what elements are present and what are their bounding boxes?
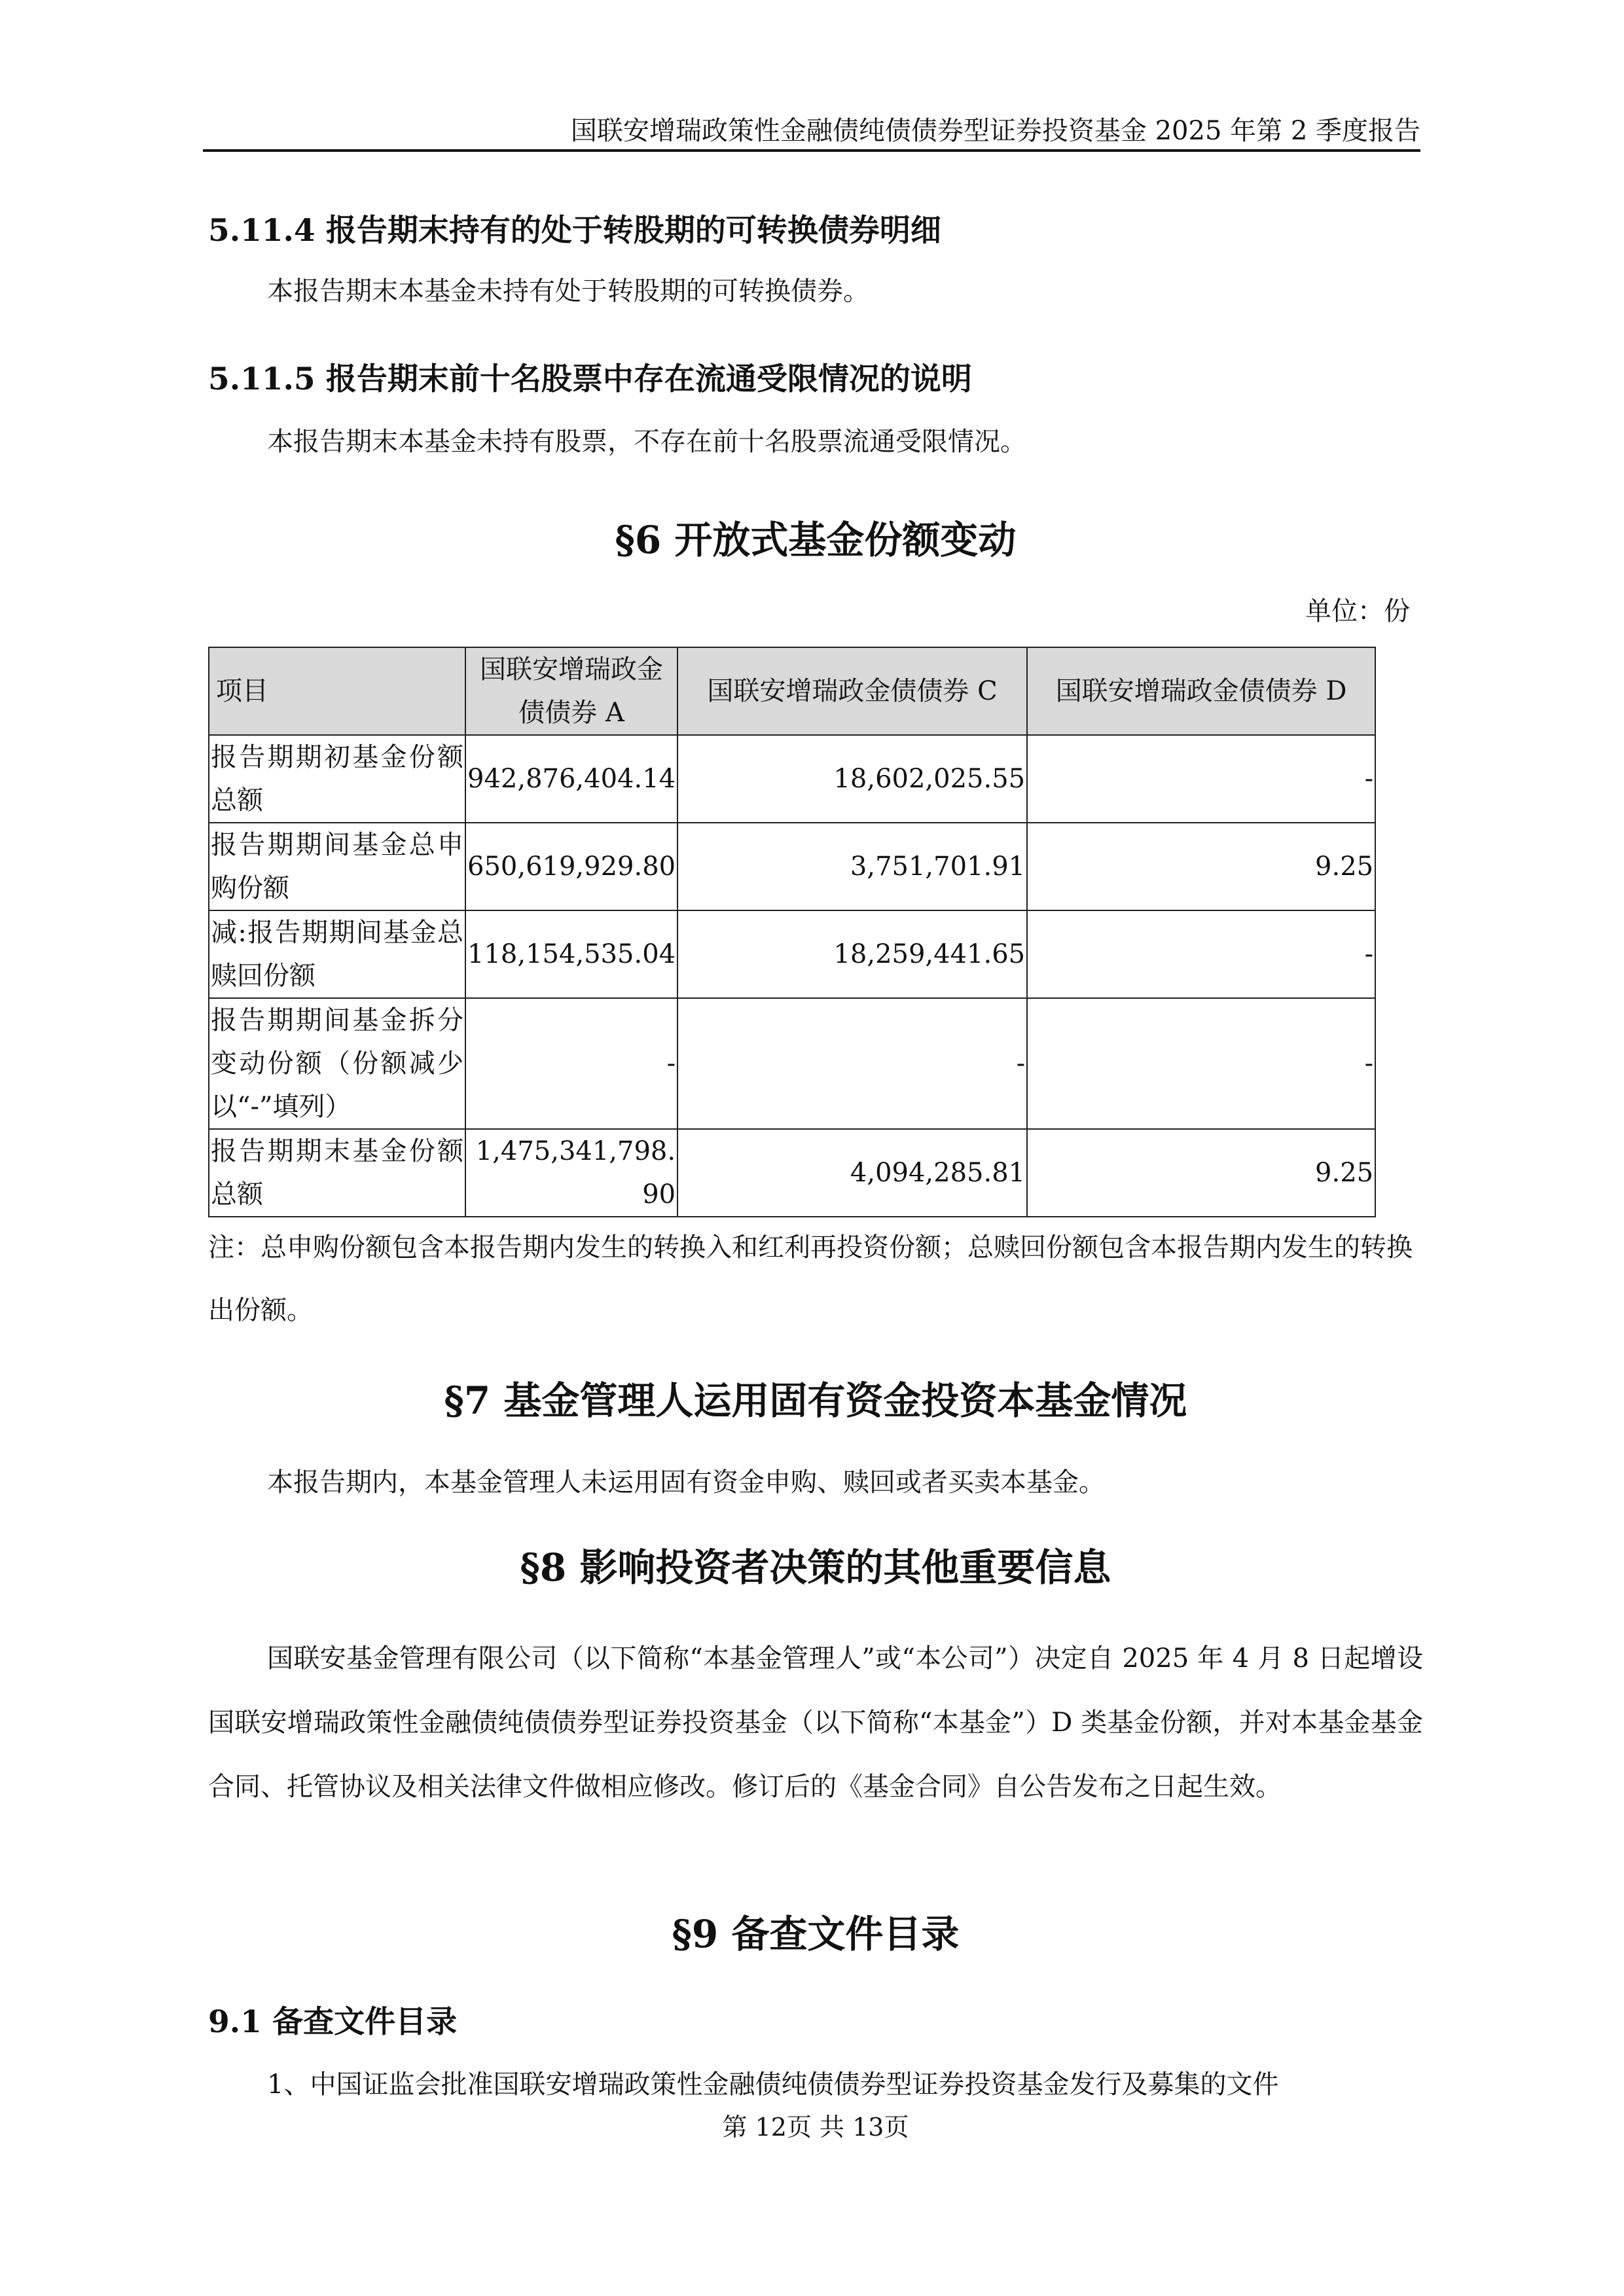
row-label: 报告期期间基金总申购份额 xyxy=(209,823,465,910)
header-class-c: 国联安增瑞政金债债券 C xyxy=(677,647,1027,735)
cell-class-a: 650,619,929.80 xyxy=(465,823,677,910)
cell-class-c: 3,751,701.91 xyxy=(677,823,1027,910)
text-5-11-5: 本报告期末本基金未持有股票，不存在前十名股票流通受限情况。 xyxy=(267,427,1026,457)
table-row xyxy=(209,1129,1375,1217)
cell-class-c: 18,259,441.65 xyxy=(677,910,1027,998)
cell-class-d: - xyxy=(1027,910,1375,998)
list-item: 1、中国证监会批准国联安增瑞政策性金融债纯债债券型证券投资基金发行及募集的文件 xyxy=(267,2070,1279,2100)
table-row xyxy=(209,735,1375,823)
text-section-7: 本报告期内，本基金管理人未运用固有资金申购、赎回或者买卖本基金。 xyxy=(267,1467,1105,1498)
cell-class-d: - xyxy=(1027,735,1375,823)
heading-9-1: 9.1 备查文件目录 xyxy=(208,2004,458,2040)
page-header: 国联安增瑞政策性金融债纯债债券型证券投资基金 2025 年第 2 季度报告 xyxy=(570,116,1420,146)
row-label: 报告期期间基金拆分变动份额（份额减少以“-”填列） xyxy=(209,998,465,1129)
section-6-title: §6 开放式基金份额变动 xyxy=(615,518,1017,562)
row-label: 报告期期末基金份额总额 xyxy=(209,1129,465,1217)
cell-class-c: - xyxy=(677,998,1027,1129)
unit-label: 单位：份 xyxy=(1305,596,1410,626)
header-rule xyxy=(203,149,1420,152)
header-item: 项目 xyxy=(209,647,465,735)
table-row xyxy=(209,823,1375,910)
cell-class-a: 118,154,535.04 xyxy=(465,910,677,998)
cell-class-c: 4,094,285.81 xyxy=(677,1129,1027,1217)
table-row xyxy=(209,910,1375,998)
section-7-title: §7 基金管理人运用固有资金投资本基金情况 xyxy=(444,1378,1187,1423)
cell-class-d: 9.25 xyxy=(1027,823,1375,910)
row-label: 报告期期初基金份额总额 xyxy=(209,735,465,823)
heading-5-11-5: 5.11.5 报告期末前十名股票中存在流通受限情况的说明 xyxy=(208,361,972,397)
cell-class-a: - xyxy=(465,998,677,1129)
cell-class-c: 18,602,025.55 xyxy=(677,735,1027,823)
cell-class-d: 9.25 xyxy=(1027,1129,1375,1217)
cell-class-d: - xyxy=(1027,998,1375,1129)
page-footer: 第 12页 共 13页 xyxy=(722,2113,909,2142)
section-8-title: §8 影响投资者决策的其他重要信息 xyxy=(520,1545,1111,1590)
text-5-11-4: 本报告期末本基金未持有处于转股期的可转换债券。 xyxy=(267,276,869,306)
cell-class-a: 1,475,341,798.90 xyxy=(465,1129,677,1217)
share-changes-table xyxy=(208,647,1376,1217)
row-label: 减:报告期期间基金总赎回份额 xyxy=(209,910,465,998)
header-class-a: 国联安增瑞政金债债券 A xyxy=(465,647,677,735)
table-note: 注：总申购份额包含本报告期内发生的转换入和红利再投资份额；总赎回份额包含本报告期内发生的转换出份额。 xyxy=(208,1232,1413,1325)
heading-5-11-4: 5.11.4 报告期末持有的处于转股期的可转换债券明细 xyxy=(208,213,941,249)
cell-class-a: 942,876,404.14 xyxy=(465,735,677,823)
text-section-8: 国联安基金管理有限公司（以下简称“本基金管理人”或“本公司”）决定自 2025 年 4 月 8 日起增设国联安增瑞政策性金融债纯债债券型证券投资基金（以下简称“本基金”）D 类基金份额，并对本基金基金合同、托管协议及相关法律文件做相应修改。修订后的《基金合同》自公告发布之日起生效。 xyxy=(208,1643,1423,1802)
header-class-d: 国联安增瑞政金债债券 D xyxy=(1027,647,1375,735)
section-9-title: §9 备查文件目录 xyxy=(672,1912,960,1956)
table-header-row xyxy=(209,647,1375,735)
table-row xyxy=(209,998,1375,1129)
